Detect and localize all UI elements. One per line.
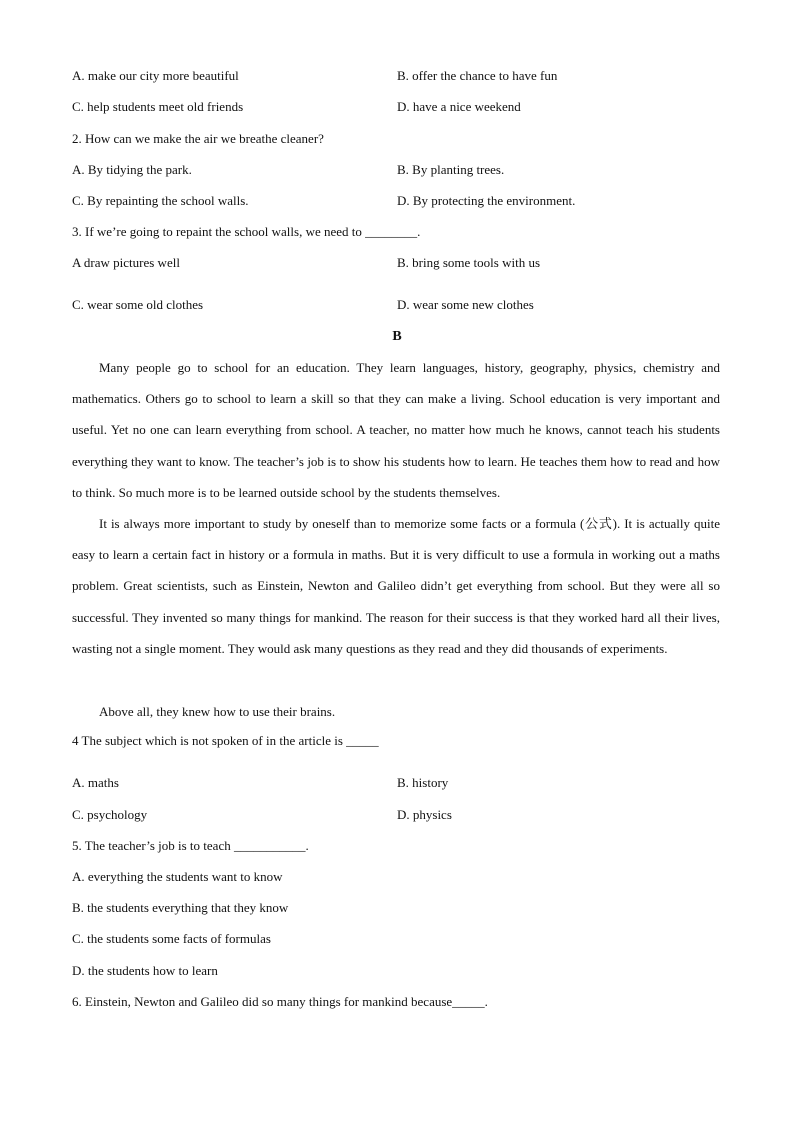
q5-option-b: B. the students everything that they know <box>72 900 289 915</box>
q3-option-b: B. bring some tools with us <box>397 255 541 270</box>
q1-option-b: B. offer the chance to have fun <box>397 68 558 83</box>
q2-option-d: D. By protecting the environment. <box>397 193 576 208</box>
q3-stem: 3. If we’re going to repaint the school walls, we need to ________. <box>72 224 421 239</box>
q6-stem: 6. Einstein, Newton and Galileo did so many things for mankind because_____. <box>72 994 488 1009</box>
q3-option-a: A draw pictures well <box>72 255 180 270</box>
section-b-heading: B <box>392 329 402 344</box>
q1-option-a: A. make our city more beautiful <box>72 68 239 83</box>
passage-paragraph-2-text: It is always more important to study by oneself than to memorize some facts or a formula (公式). It is actually quite easy to learn a certain fact in history or a formula in maths. But it is very difficult to use a formula in working out a maths problem. Great scientists, such as Einstein, Newton and Galileo didn’t get everything from school. But they were all so successful. They invented so many things for mankind. The reason for their success is that they worked hard all their lives, wasting not a single moment. They would ask many questions as they read and they did thousands of experiments. <box>72 516 720 656</box>
passage-paragraph-1 <box>72 352 720 508</box>
q5-option-d: D. the students how to learn <box>72 963 218 978</box>
q1-option-c: C. help students meet old friends <box>72 99 244 114</box>
q2-option-c: C. By repainting the school walls. <box>72 193 249 208</box>
q5-option-c: C. the students some facts of formulas <box>72 931 271 946</box>
q5-stem: 5. The teacher’s job is to teach ___________. <box>72 838 309 853</box>
q5-option-a: A. everything the students want to know <box>72 869 283 884</box>
q2-option-b: B. By planting trees. <box>397 162 505 177</box>
q2-stem: 2. How can we make the air we breathe cleaner? <box>72 131 324 146</box>
passage-paragraph-1-text: Many people go to school for an education. They learn languages, history, geography, physics, chemistry and mathematics. Others go to school to learn a skill so that they can make a living. School education is very important and useful. Yet no one can learn everything from school. A teacher, no matter how much he knows, cannot teach his students everything they want to know. The teacher’s job is to show his students how to learn. He teaches them how to read and how to think. So much more is to be learned outside school by the students themselves. <box>72 360 720 500</box>
q4-option-c: C. psychology <box>72 807 148 822</box>
q4-option-b: B. history <box>397 775 449 790</box>
q2-option-a: A. By tidying the park. <box>72 162 192 177</box>
passage-paragraph-3-text: Above all, they knew how to use their brains. <box>99 704 336 719</box>
q3-option-c: C. wear some old clothes <box>72 297 204 312</box>
q3-option-d: D. wear some new clothes <box>397 297 534 312</box>
q4-stem: 4 The subject which is not spoken of in the article is _____ <box>72 733 379 748</box>
q4-option-d: D. physics <box>397 807 452 822</box>
passage-paragraph-3 <box>72 696 720 727</box>
q4-option-a: A. maths <box>72 775 119 790</box>
q1-option-d: D. have a nice weekend <box>397 99 521 114</box>
passage-paragraph-2 <box>72 508 720 664</box>
